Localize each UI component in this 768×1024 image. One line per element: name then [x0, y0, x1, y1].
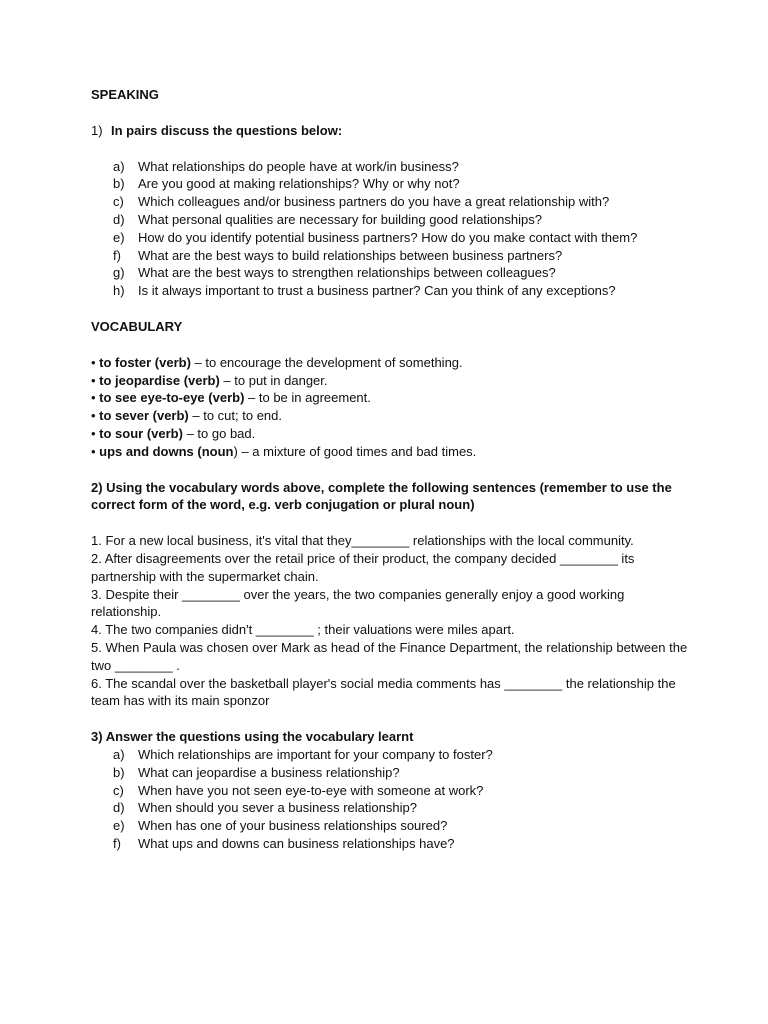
- vocabulary-item: • ups and downs (noun) – a mixture of good times and bad times.: [91, 443, 477, 459]
- list-item-text: How do you identify potential business partners? How do you make contact with them?: [138, 229, 638, 245]
- question-2-sentences: [91, 532, 691, 710]
- vocabulary-item: • to jeopardise (verb) – to put in danger.: [91, 372, 328, 388]
- speaking-heading: SPEAKING: [91, 87, 159, 102]
- list-item: [91, 175, 691, 193]
- vocabulary-term: to sour (verb): [99, 425, 183, 441]
- vocabulary-term: to jeopardise (verb): [99, 372, 220, 388]
- list-item-text: Are you good at making relationships? Why or why not?: [138, 176, 460, 192]
- vocabulary-item: • to sever (verb) – to cut; to end.: [91, 408, 282, 424]
- list-item-text: When should you sever a business relationship?: [138, 800, 417, 816]
- sentence-item: 4. The two companies didn't ________ ; their valuations were miles apart.: [91, 622, 515, 638]
- vocabulary-definition: – to go bad.: [182, 425, 256, 441]
- list-item: [91, 282, 691, 300]
- list-marker: d): [113, 211, 125, 227]
- list-item: [91, 835, 691, 853]
- list-marker: b): [113, 764, 125, 780]
- list-marker: g): [113, 265, 125, 281]
- list-item-text: What ups and downs can business relationships have?: [138, 835, 455, 851]
- vocabulary-term: ups and downs (noun: [99, 443, 234, 459]
- list-item-text: What can jeopardise a business relationship?: [138, 764, 400, 780]
- list-marker: f): [113, 835, 121, 851]
- list-item: [91, 211, 691, 229]
- vocabulary-definition: – to cut; to end.: [188, 408, 282, 424]
- list-item-text: Which colleagues and/or business partners do you have a great relationship with?: [138, 194, 610, 210]
- list-item: [91, 764, 691, 782]
- list-marker: a): [113, 746, 125, 762]
- list-item-text: Which relationships are important for your company to foster?: [138, 746, 493, 762]
- list-item: [91, 193, 691, 211]
- vocabulary-term: to sever (verb): [99, 408, 189, 424]
- list-marker: h): [113, 283, 125, 299]
- list-item-text: What are the best ways to build relationships between business partners?: [138, 247, 563, 263]
- vocabulary-definition: ) – a mixture of good times and bad times.: [233, 443, 477, 459]
- sentence-item: 1. For a new local business, it's vital that they________ relationships with the local community.: [91, 533, 634, 549]
- vocabulary-item: • to foster (verb) – to encourage the development of something.: [91, 354, 463, 370]
- worksheet-page: [91, 86, 691, 853]
- list-marker: e): [113, 229, 125, 245]
- list-marker: d): [113, 800, 125, 816]
- list-marker: f): [113, 247, 121, 263]
- vocabulary-term: to foster (verb): [99, 354, 191, 370]
- sentence-item: 3. Despite their ________ over the years, the two companies generally enjoy a good working relationship.: [91, 586, 625, 620]
- vocabulary-definition: – to encourage the development of something.: [190, 354, 463, 370]
- sentence-item: 5. When Paula was chosen over Mark as head of the Finance Department, the relationship between the two ________ .: [91, 639, 688, 673]
- sentence-item: 2. After disagreements over the retail price of their product, the company decided ________ its partnership with the supermarket chain.: [91, 550, 635, 584]
- list-marker: a): [113, 158, 125, 174]
- list-item-text: What are the best ways to strengthen relationships between colleagues?: [138, 265, 556, 281]
- vocabulary-item: • to sour (verb) – to go bad.: [91, 425, 256, 441]
- question-3-list: [91, 746, 691, 853]
- sentence-item: 6. The scandal over the basketball player's social media comments has ________ the relationship the team has with its main sponzor: [91, 675, 676, 709]
- list-item: [91, 799, 691, 817]
- vocabulary-definition: – to put in danger.: [219, 372, 328, 388]
- list-item: [91, 158, 691, 176]
- question-1-title: [91, 122, 691, 140]
- vocabulary-definition: – to be in agreement.: [244, 390, 371, 406]
- vocabulary-term: to see eye-to-eye (verb): [99, 390, 245, 406]
- list-item: [91, 264, 691, 282]
- list-marker: b): [113, 176, 125, 192]
- list-marker: c): [113, 194, 124, 210]
- list-item-text: What personal qualities are necessary for building good relationships?: [138, 211, 542, 227]
- vocabulary-list: [91, 354, 691, 461]
- list-item-text: What relationships do people have at work/in business?: [138, 158, 459, 174]
- list-item: [91, 782, 691, 800]
- question-3-title: 3) Answer the questions using the vocabulary learnt: [91, 729, 414, 745]
- question-1-number: 1): [91, 122, 103, 138]
- list-marker: c): [113, 782, 124, 798]
- question-1-text: In pairs discuss the questions below:: [111, 122, 343, 138]
- question-2-title: 2) Using the vocabulary words above, complete the following sentences (remember to use the correct form of the word, e.g. verb conjugation or plural noun): [91, 479, 672, 513]
- question-1-list: [91, 158, 691, 300]
- list-item-text: When have you not seen eye-to-eye with someone at work?: [138, 782, 484, 798]
- vocabulary-heading: VOCABULARY: [91, 318, 183, 334]
- list-item: [91, 746, 691, 764]
- list-item-text: When has one of your business relationships soured?: [138, 818, 448, 834]
- list-item: [91, 247, 691, 265]
- vocabulary-item: • to see eye-to-eye (verb) – to be in agreement.: [91, 390, 371, 406]
- list-item-text: Is it always important to trust a business partner? Can you think of any exceptions?: [138, 283, 616, 299]
- list-item: [91, 229, 691, 247]
- list-item: [91, 817, 691, 835]
- list-marker: e): [113, 818, 125, 834]
